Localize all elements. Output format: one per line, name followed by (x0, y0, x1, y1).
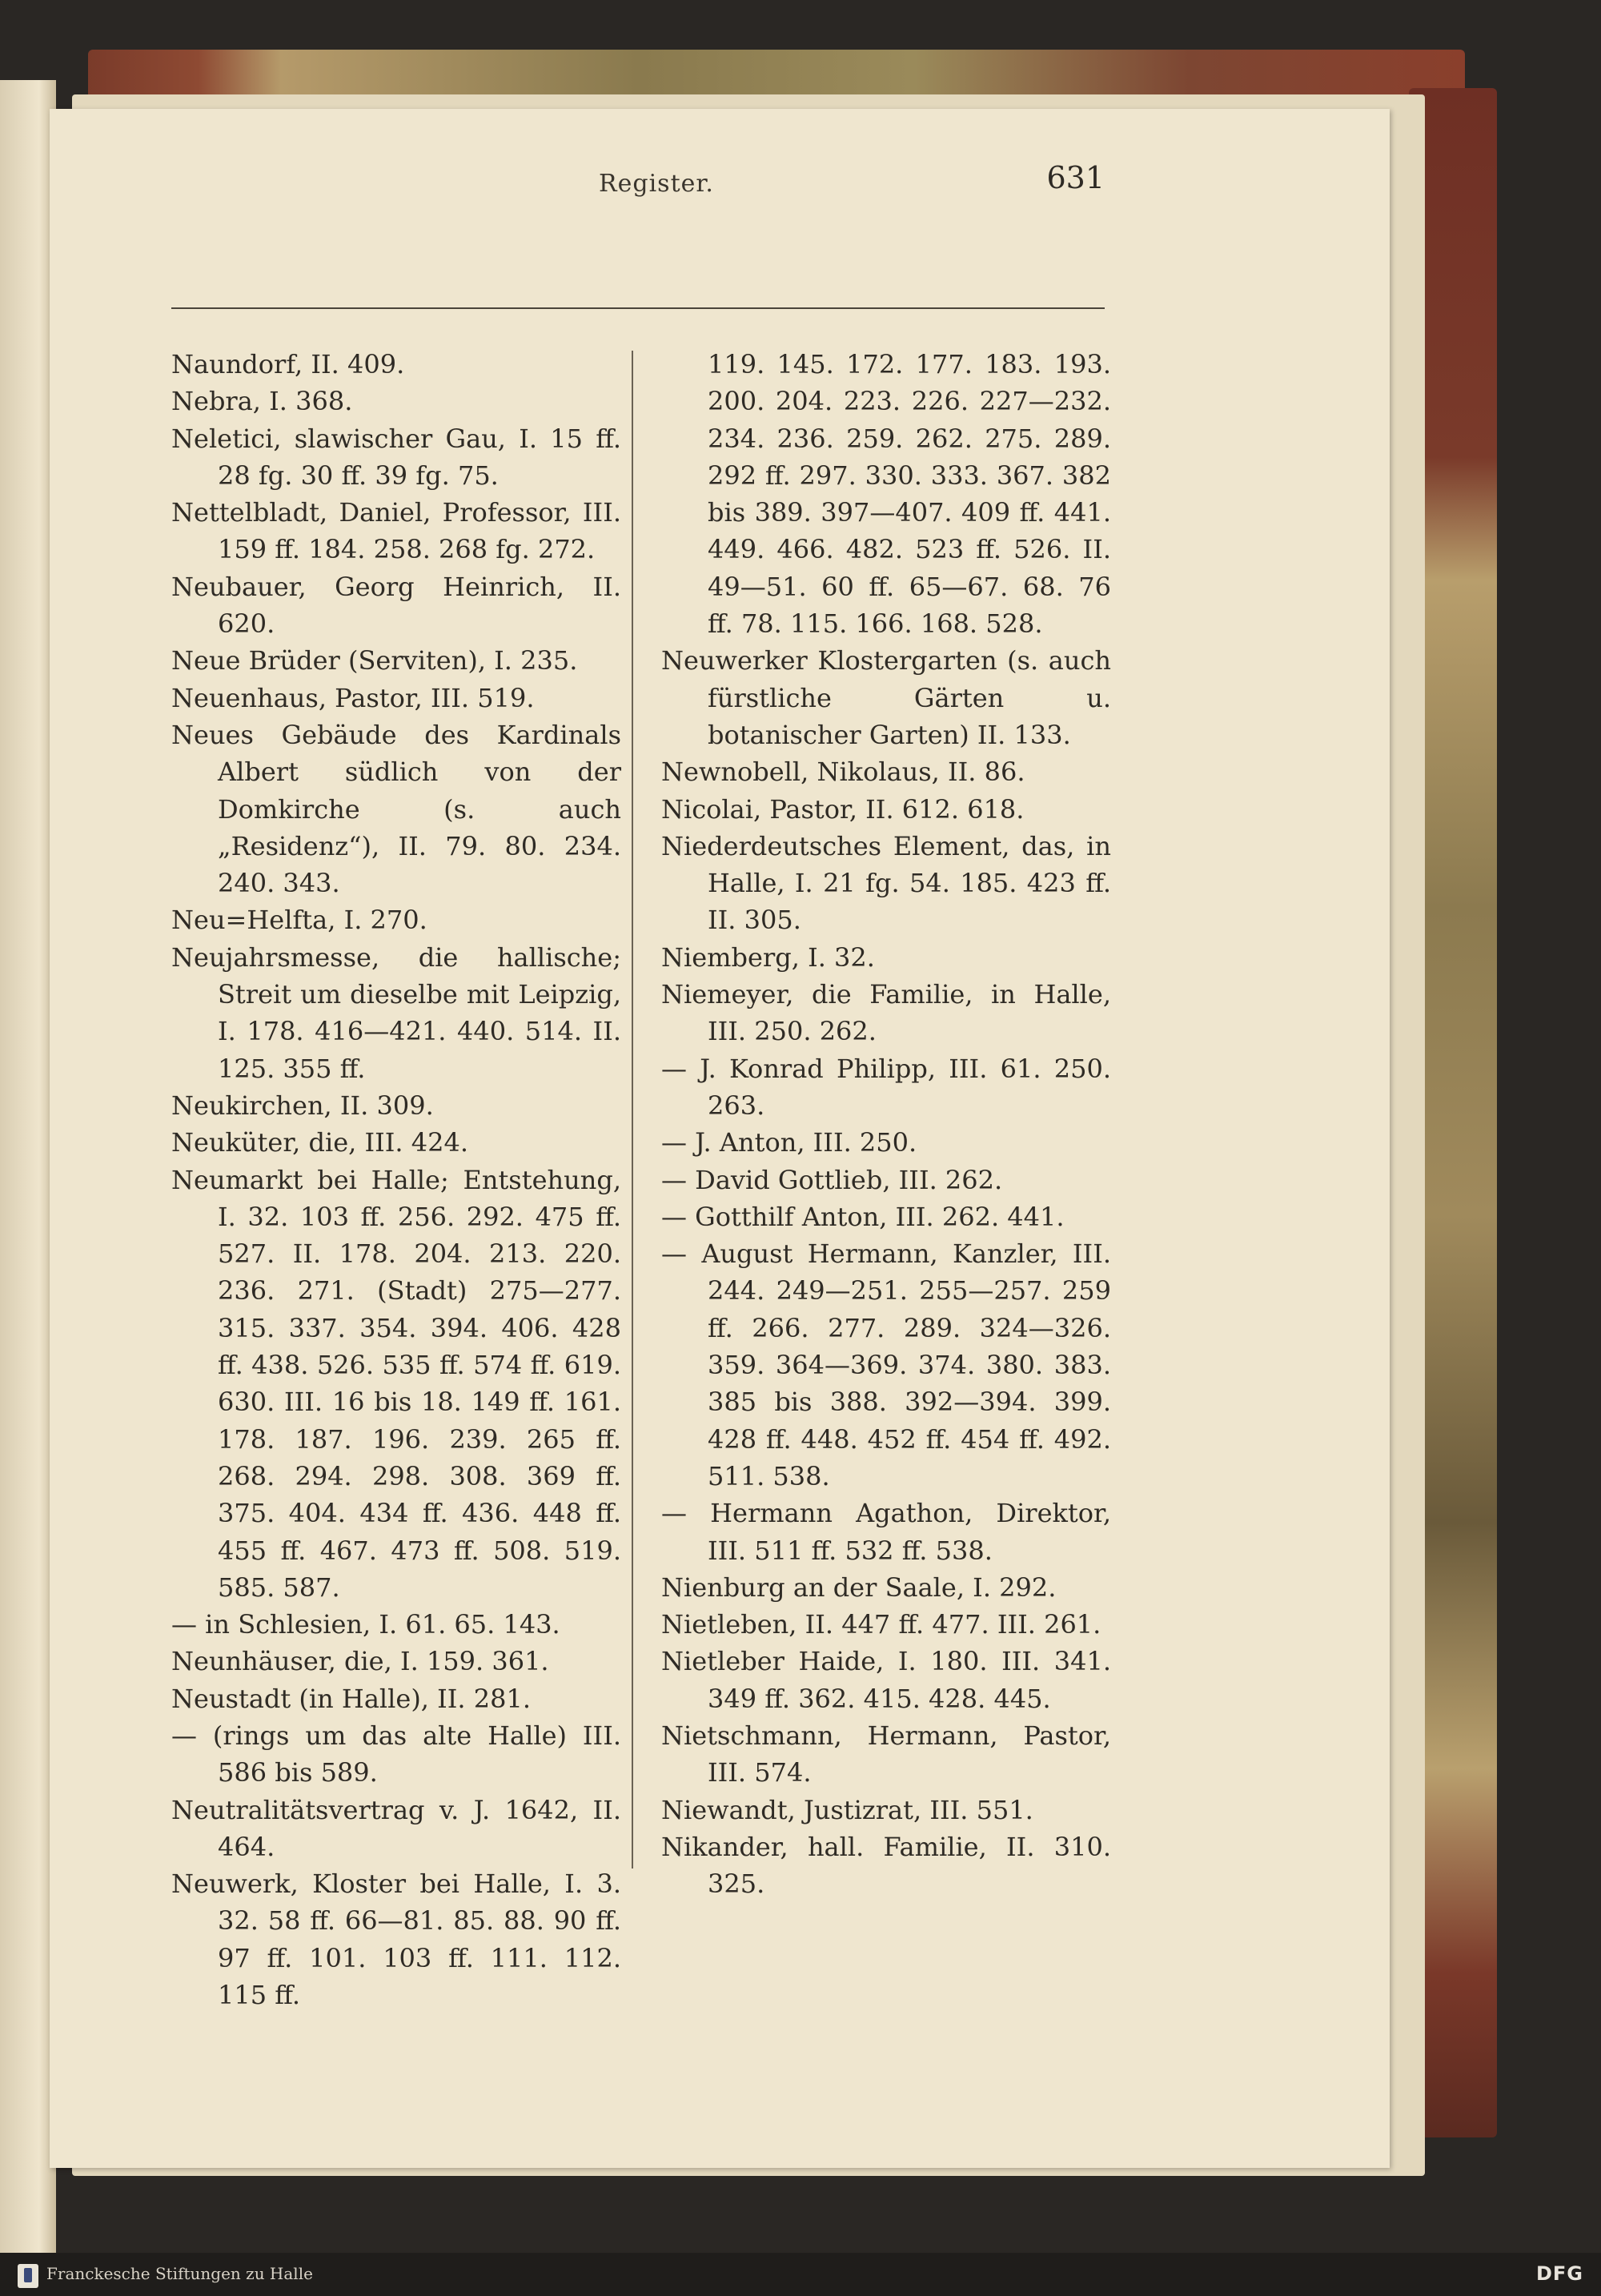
index-entry: — August Hermann, Kanzler, III. 244. 249—251. 255—257. 259 ff. 266. 277. 289. 324—326. 359. 364—369. 374. 380. 383. 385 bis 388. 392—394. 399. 428 ff. 448. 452 ff. 454 ff. 492. 511. 538. (661, 1238, 1111, 1491)
index-entry: Neues Gebäude des Kardinals Albert südlich von der Domkirche (s. auch „Residenz“), II. 79. 80. 234. 240. 343. (171, 719, 621, 899)
index-entry: Nettelbladt, Daniel, Professor, III. 159 ff. 184. 258. 268 fg. 272. (171, 497, 621, 565)
index-entry: Neletici, slawischer Gau, I. 15 ff. 28 fg. 30 ff. 39 fg. 75. (171, 423, 621, 491)
dfg-logo: DFG (1535, 2262, 1583, 2285)
index-entry: — Hermann Agathon, Direktor, III. 511 ff. 532 ff. 538. (661, 1498, 1111, 1566)
index-entry: Neu=Helfta, I. 270. (171, 905, 427, 936)
index-entry: Nietleber Haide, I. 180. III. 341. 349 ff. 362. 415. 428. 445. (661, 1646, 1111, 1714)
index-entry: Neuwerk, Kloster bei Halle, I. 3. 32. 58 ff. 66—81. 85. 88. 90 ff. 97 ff. 101. 103 ff. 111. 112. 115 ff. (171, 1869, 621, 2011)
index-entry: Neunhäuser, die, I. 159. 361. (171, 1646, 549, 1677)
index-entry: 119. 145. 172. 177. 183. 193. 200. 204. 223. 226. 227—232. 234. 236. 259. 262. 275. 289. 292 ff. 297. 330. 333. 367. 382 bis 389. 397—407. 409 ff. 441. 449. 466. 482. 523 ff. 526. II. 49—51. 60 ff. 65—67. 68. 76 ff. 78. 115. 166. 168. 528. (708, 349, 1111, 640)
right-index-column (661, 346, 1111, 1902)
index-entry: Neuenhaus, Pastor, III. 519. (171, 682, 535, 713)
institution-name: Franckesche Stiftungen zu Halle (46, 2264, 313, 2283)
index-entry: Niederdeutsches Element, das, in Halle, I. 21 fg. 54. 185. 423 ff. II. 305. (661, 830, 1111, 936)
index-entry: Neustadt (in Halle), II. 281. (171, 1683, 532, 1714)
index-entry: Nienburg an der Saale, I. 292. (661, 1571, 1057, 1603)
institution-logo-icon (18, 2264, 38, 2288)
index-entry: Nikander, hall. Familie, II. 310. 325. (661, 1831, 1111, 1900)
index-entry: Neukirchen, II. 309. (171, 1090, 434, 1121)
index-entry: Newnobell, Nikolaus, II. 86. (661, 757, 1025, 788)
index-entry: Neuwerker Klostergarten (s. auch fürstliche Gärten u. botanischer Garten) II. 133. (661, 645, 1111, 750)
header-rule (171, 307, 1105, 309)
index-entry: Neubauer, Georg Heinrich, II. 620. (171, 571, 621, 640)
index-entry: — J. Anton, III. 250. (661, 1127, 917, 1158)
index-entry: Niewandt, Justizrat, III. 551. (661, 1794, 1033, 1825)
index-entry: Neujahrsmesse, die hallische; Streit um dieselbe mit Leipzig, I. 178. 416—421. 440. 514. II. 125. 355 ff. (171, 941, 621, 1084)
index-entry: Neuküter, die, III. 424. (171, 1127, 468, 1158)
page-number: 631 (1046, 160, 1105, 195)
running-header: Register. (599, 170, 714, 198)
index-entry: Neue Brüder (Serviten), I. 235. (171, 645, 578, 676)
index-entry: — in Schlesien, I. 61. 65. 143. (171, 1609, 560, 1640)
index-entry: Nietschmann, Hermann, Pastor, III. 574. (661, 1720, 1111, 1788)
viewer-footer (0, 2253, 1601, 2296)
index-entry: Naundorf, II. 409. (171, 349, 405, 379)
left-page-edge (0, 80, 56, 2258)
index-entry: — (rings um das alte Halle) III. 586 bis 589. (171, 1720, 621, 1788)
index-entry: Niemberg, I. 32. (661, 941, 875, 973)
index-entry: Neutralitätsvertrag v. J. 1642, II. 464. (171, 1794, 621, 1862)
column-divider (632, 351, 633, 1869)
index-entry: — J. Konrad Philipp, III. 61. 250. 263. (661, 1053, 1111, 1121)
index-entry: Nicolai, Pastor, II. 612. 618. (661, 793, 1025, 825)
index-entry: — Gotthilf Anton, III. 262. 441. (661, 1201, 1065, 1232)
index-entry: Nietleben, II. 447 ff. 477. III. 261. (661, 1609, 1101, 1640)
index-entry: Niemeyer, die Familie, in Halle, III. 250. 262. (661, 979, 1111, 1047)
index-entry: — David Gottlieb, III. 262. (661, 1164, 1003, 1195)
index-entry: Neumarkt bei Halle; Entstehung, I. 32. 103 ff. 256. 292. 475 ff. 527. II. 178. 204. 213. 220. 236. 271. (Stadt) 275—277. 315. 337. 354. 394. 406. 428 ff. 438. 526. 535 ff. 574 ff. 619. 630. III. 16 bis 18. 149 ff. 161. 178. 187. 196. 239. 265 ff. 268. 294. 298. 308. 369 ff. 375. 404. 434 ff. 436. 448 ff. 455 ff. 467. 473 ff. 508. 519. 585. 587. (171, 1164, 621, 1603)
index-entry: Nebra, I. 368. (171, 386, 353, 417)
left-index-column (171, 346, 621, 2013)
